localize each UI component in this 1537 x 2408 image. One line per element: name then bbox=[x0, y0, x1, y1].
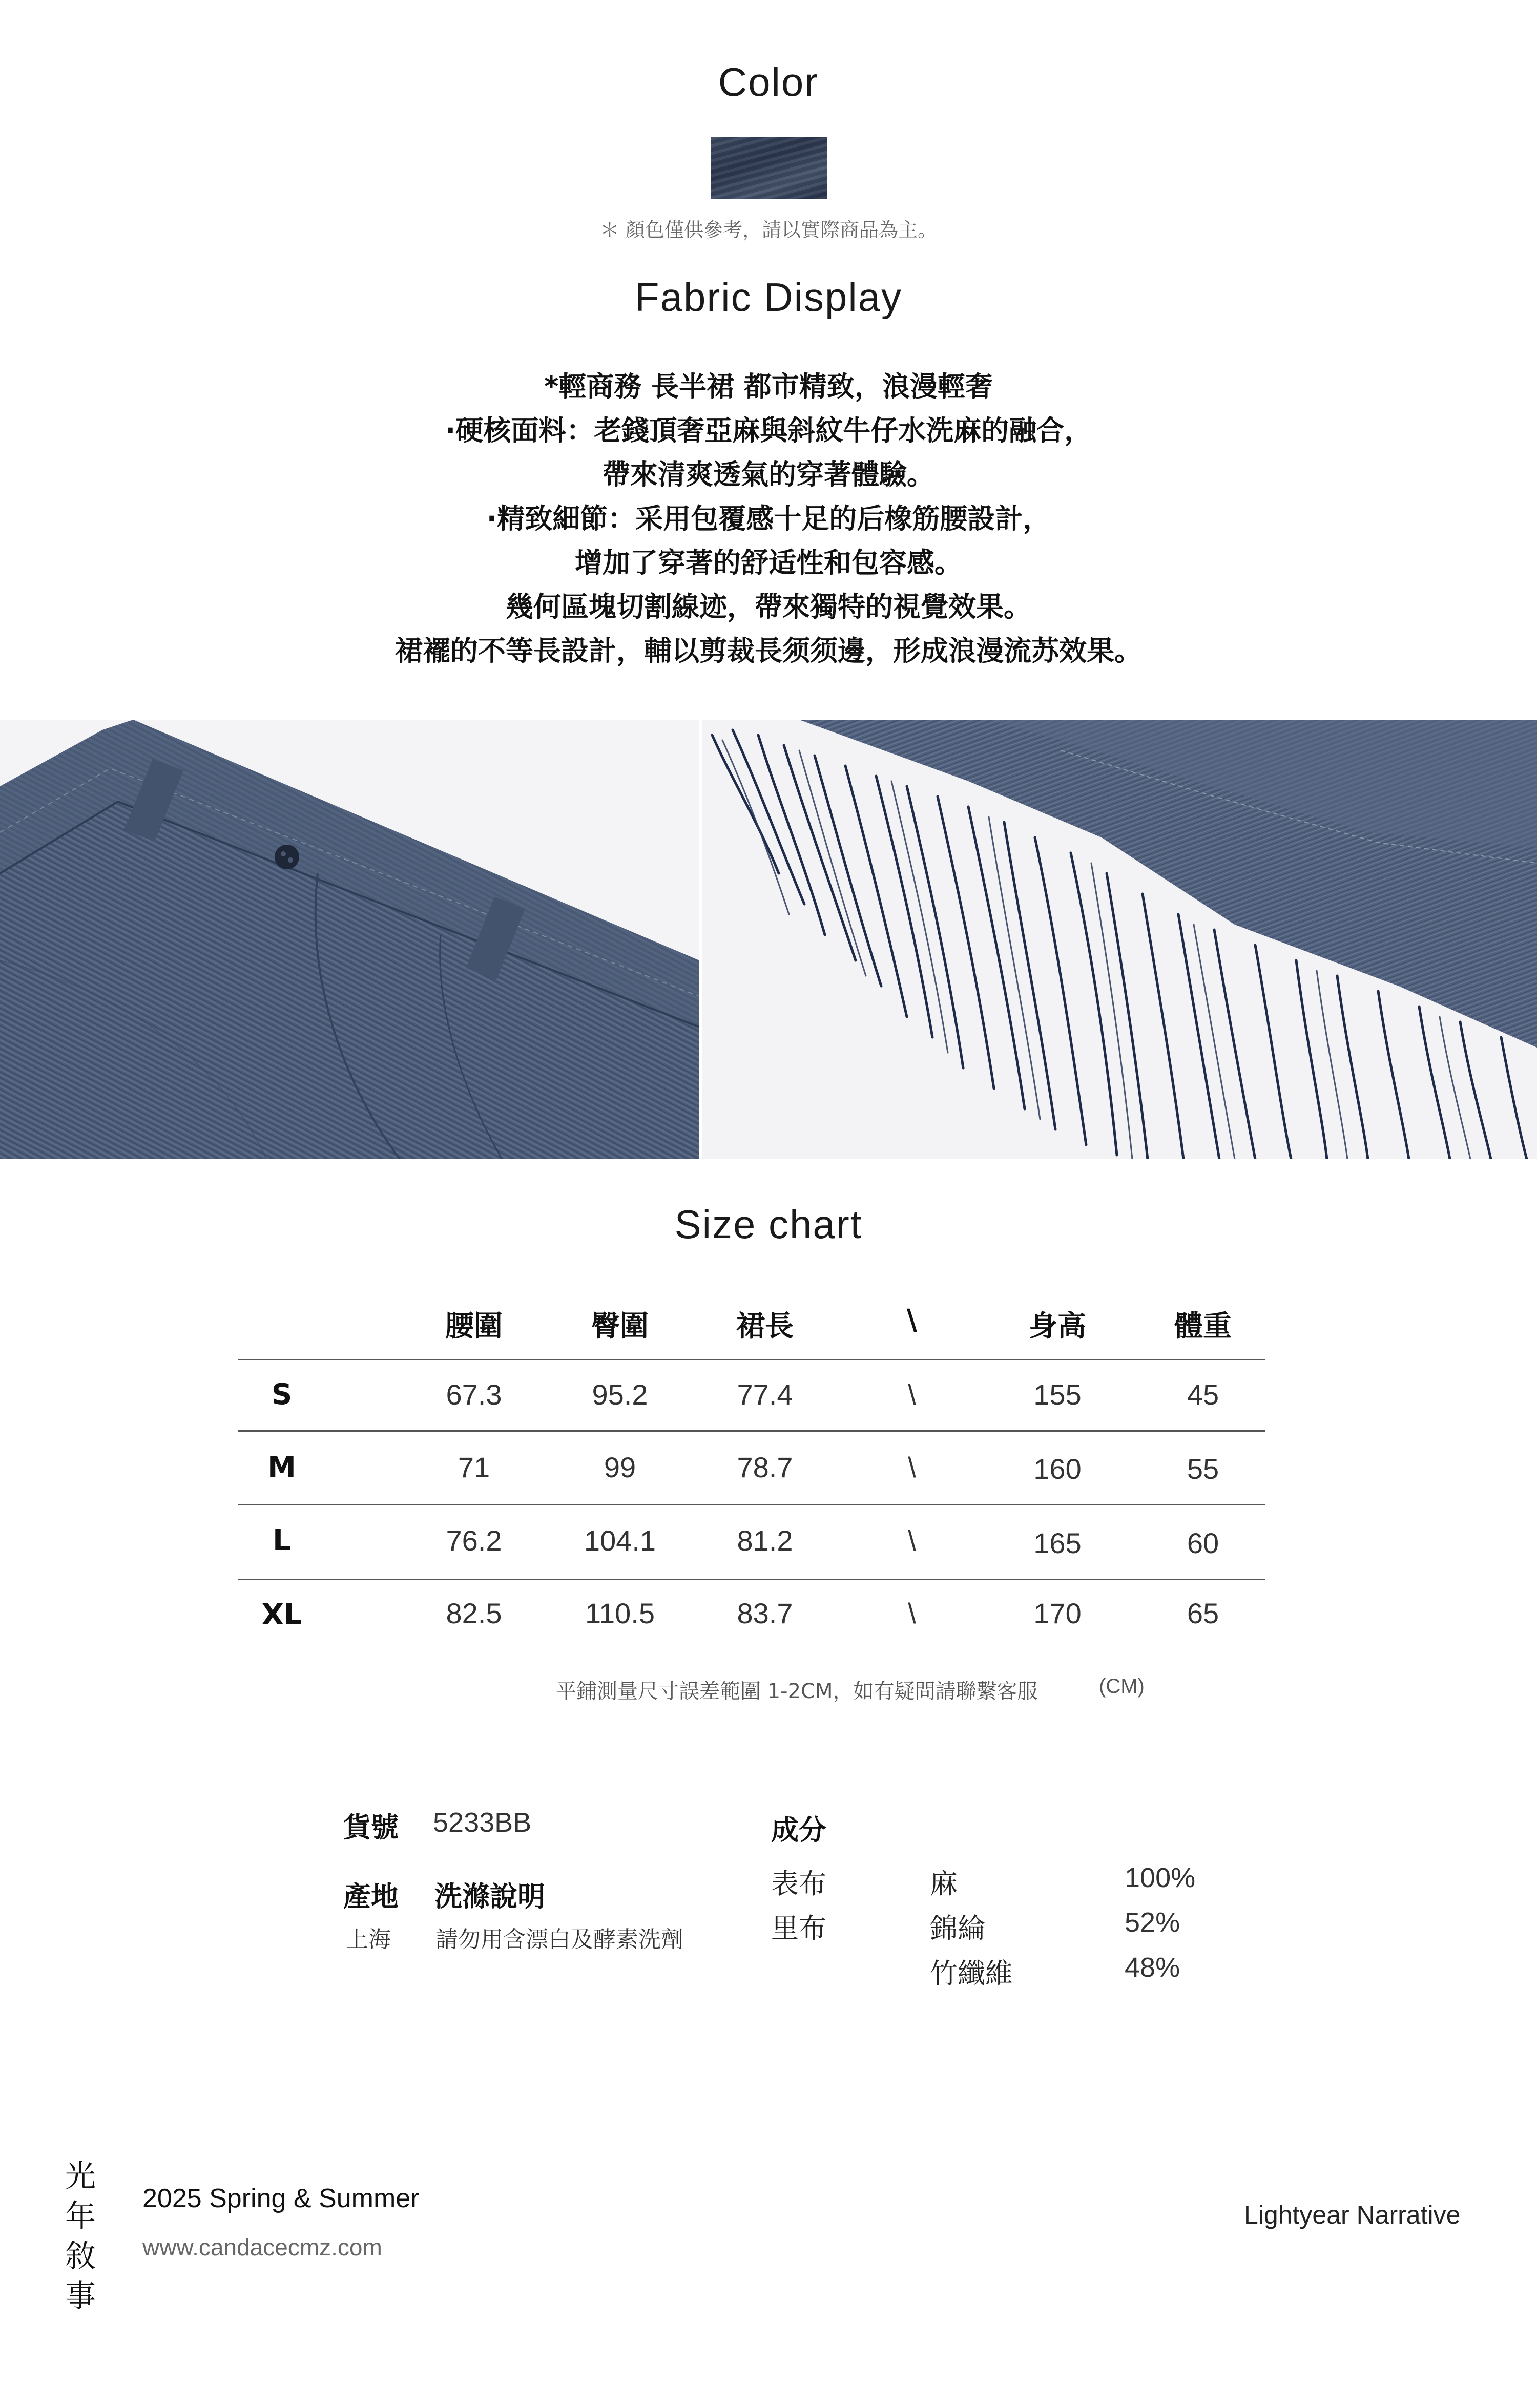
composition-material: 錦綸 bbox=[930, 1912, 985, 1944]
composition-percent: 100% bbox=[1125, 1862, 1196, 1893]
table-cell: 60 bbox=[1187, 1527, 1219, 1559]
fabric-desc-line: 裙襬的不等長設計，輔以剪裁長须须邊，形成浪漫流苏效果。 bbox=[395, 635, 1142, 667]
table-cell: 83.7 bbox=[737, 1597, 793, 1629]
size-label: XL bbox=[261, 1598, 302, 1631]
table-cell: \ bbox=[908, 1597, 916, 1629]
table-cell: 155 bbox=[1033, 1378, 1082, 1411]
table-cell: \ bbox=[908, 1378, 916, 1411]
item-no-value: 5233BB bbox=[433, 1807, 532, 1838]
size-chart-title: Size chart bbox=[674, 1202, 863, 1247]
composition-part: 里布 bbox=[771, 1912, 826, 1944]
table-divider bbox=[238, 1504, 1265, 1505]
table-cell: 165 bbox=[1033, 1527, 1082, 1559]
table-divider bbox=[238, 1430, 1265, 1432]
table-cell: 71 bbox=[458, 1451, 490, 1483]
table-cell: 76.2 bbox=[446, 1524, 502, 1557]
brand-char: 光 bbox=[65, 2159, 96, 2194]
fabric-desc-line: 帶來清爽透氣的穿著體驗。 bbox=[603, 458, 934, 491]
footer-season: 2025 Spring & Summer bbox=[142, 2184, 420, 2213]
header-blank: \ bbox=[906, 1304, 918, 1337]
color-note: ＊ 顏色僅供參考，請以實際商品為主。 bbox=[599, 219, 938, 241]
fabric-desc-line: 幾何區塊切割線迹，帶來獨特的視覺效果。 bbox=[506, 591, 1031, 623]
origin-value: 上海 bbox=[346, 1927, 391, 1953]
footer-brand-en: Lightyear Narrative bbox=[1244, 2201, 1461, 2229]
table-cell: 67.3 bbox=[446, 1378, 502, 1411]
table-cell: 81.2 bbox=[737, 1524, 793, 1557]
fabric-desc-line: 增加了穿著的舒适性和包容感。 bbox=[575, 547, 962, 579]
table-divider bbox=[238, 1359, 1265, 1360]
composition-material: 竹纖維 bbox=[930, 1957, 1013, 1990]
size-label: M bbox=[267, 1451, 296, 1484]
fabric-desc-line: *輕商務 長半裙 都市精致，浪漫輕奢 bbox=[544, 370, 993, 403]
table-cell: 99 bbox=[604, 1451, 636, 1483]
composition-percent: 52% bbox=[1125, 1907, 1180, 1938]
brand-char: 敘 bbox=[65, 2238, 96, 2274]
table-cell: 45 bbox=[1187, 1378, 1219, 1411]
table-divider bbox=[238, 1579, 1265, 1580]
table-cell: 104.1 bbox=[584, 1524, 656, 1557]
origin-label: 產地 bbox=[343, 1880, 399, 1913]
table-cell: 55 bbox=[1187, 1453, 1219, 1485]
color-swatch[interactable] bbox=[711, 137, 827, 199]
size-label: L bbox=[273, 1524, 291, 1557]
fabric-photo-waistband bbox=[0, 720, 699, 1159]
fabric-desc-line: ·精致細節：采用包覆感十足的后橡筋腰設計， bbox=[486, 502, 1051, 535]
table-cell: 110.5 bbox=[585, 1597, 655, 1629]
header-waist: 腰圍 bbox=[445, 1310, 503, 1343]
size-label: S bbox=[271, 1378, 293, 1411]
brand-char: 年 bbox=[65, 2198, 96, 2234]
table-cell: 78.7 bbox=[737, 1451, 793, 1483]
table-cell: 65 bbox=[1187, 1597, 1219, 1629]
wash-label: 洗滌說明 bbox=[434, 1880, 545, 1913]
header-height: 身高 bbox=[1029, 1310, 1086, 1343]
wash-value: 請勿用含漂白及酵素洗劑 bbox=[435, 1927, 683, 1953]
table-cell: 95.2 bbox=[592, 1378, 648, 1411]
item-no-label: 貨號 bbox=[343, 1811, 399, 1844]
header-length: 裙長 bbox=[736, 1310, 794, 1343]
composition-percent: 48% bbox=[1125, 1952, 1180, 1983]
header-weight: 體重 bbox=[1174, 1310, 1232, 1343]
composition-part: 表布 bbox=[771, 1868, 826, 1900]
table-cell: 77.4 bbox=[737, 1378, 793, 1411]
brand-char: 事 bbox=[65, 2278, 96, 2314]
fabric-photo-fringe bbox=[702, 720, 1537, 1159]
composition-label: 成分 bbox=[771, 1814, 826, 1846]
size-footnote: 平鋪測量尺寸誤差範圍 1-2CM，如有疑問請聯繫客服 bbox=[556, 1680, 1038, 1703]
fabric-desc-line: ·硬核面料：老錢頂奢亞麻與斜紋牛仔水洗麻的融合， bbox=[445, 414, 1092, 447]
color-section-title: Color bbox=[718, 59, 819, 104]
table-cell: \ bbox=[908, 1524, 916, 1557]
vertical-brand-name bbox=[63, 2156, 98, 2316]
fabric-section-title: Fabric Display bbox=[634, 275, 903, 320]
table-cell: 170 bbox=[1033, 1597, 1082, 1629]
table-cell: \ bbox=[908, 1451, 916, 1483]
size-unit: (CM) bbox=[1099, 1675, 1145, 1698]
table-cell: 160 bbox=[1033, 1453, 1082, 1485]
table-cell: 82.5 bbox=[446, 1597, 502, 1629]
composition-material: 麻 bbox=[930, 1868, 958, 1900]
footer-url[interactable]: www.candacecmz.com bbox=[142, 2234, 382, 2260]
header-hip: 臀圍 bbox=[591, 1310, 649, 1343]
